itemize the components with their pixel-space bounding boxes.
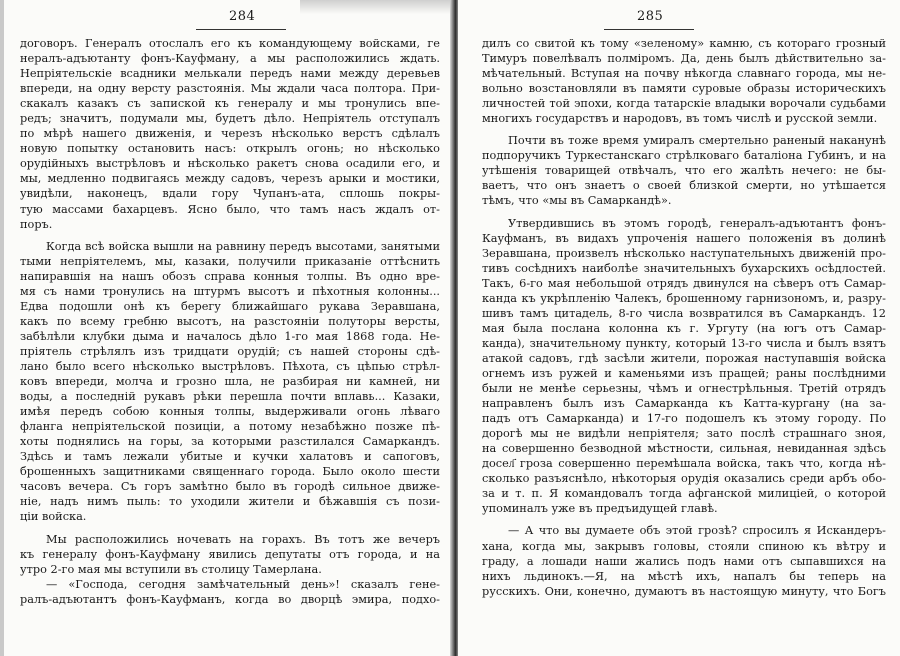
page-number-right: 285	[637, 9, 664, 24]
text-line: направленъ былъ изъ Самарканда къ Катта-кургану (на за-	[482, 397, 886, 411]
text-line: граду, а лошади наши жались подъ нами отъ сыпавшихся на	[482, 554, 886, 568]
text-line: мя съ нами тронулись на штурмъ высотъ и пѣхотныя колонны...	[20, 284, 440, 298]
text-line: русскихъ. Они, конечно, думаютъ въ настоящую минуту, что Богъ	[482, 584, 886, 598]
text-line: новую попытку остановить насъ: открылъ огонь; но нѣсколько	[20, 142, 440, 156]
text-line: имѣя передъ собою конныя толпы, выдерживали огонь лѣваго	[20, 405, 440, 419]
header-rule	[604, 29, 694, 30]
text-line: брошенныхъ защитниками священнаго города. Было около шести	[20, 465, 440, 479]
page-edge	[0, 0, 4, 656]
text-line: Когда всѣ войска вышли на равнину передъ высотами, занятыми	[46, 239, 440, 253]
text-line: досел҃ гроза совершенно перемѣшала войска, такъ что, когда нѣ-	[482, 457, 886, 471]
text-line: по мѣрѣ нашего движенія, и черезъ нѣсколько верстъ сдѣлалъ	[20, 127, 440, 141]
text-line: фланга непріятельской позиціи, а потому незабѣжно позже пѣ-	[20, 420, 440, 434]
text-line: — А что вы думаете объ этой грозѣ? спросилъ я Искандеръ-	[508, 524, 886, 538]
text-line: личностей той эпохи, когда татарскіе владыки ворочали судьбами	[482, 97, 886, 111]
text-line: утро 2-го мая мы вступили въ столицу Тамерлана.	[20, 562, 322, 576]
text-line: тую массами бахарцевъ. Ясно было, что тамъ насъ ждалъ от-	[20, 202, 440, 216]
text-line: вольно возстановляли въ памяти суровые образы историческихъ	[482, 82, 886, 96]
text-line: Едва подошли онѣ къ берегу ближайшаго рукава Зеравшана,	[20, 299, 440, 313]
text-line: Утвердившись въ этомъ городѣ, генералъ-адъютантъ фонъ-	[508, 216, 886, 230]
text-line: увидѣли, наконецъ, вдали гору Чупанъ-ата, сплошь покры-	[20, 187, 440, 201]
text-line: ваетъ, что онъ знаетъ о своей близкой смерти, но утѣшается	[482, 179, 886, 193]
text-line: Непріятельскіе всадники мелькали передъ нами между деревьев	[20, 67, 440, 81]
header-rule	[196, 29, 286, 30]
text-line: были не менѣе серьезны, чѣмъ и огнестрѣльныя. Третій отрядъ	[482, 382, 886, 396]
text-line: лано было всего нѣсколько выстрѣловъ. Пѣхота, съ цѣпью стрѣл-	[20, 359, 440, 373]
text-line: Кауфманъ, въ видахъ упроченія нашего положенія въ долинѣ	[482, 231, 886, 245]
left-page-text	[20, 36, 440, 607]
text-line: дорогѣ мы не видѣли непріятеля; зато послѣ страшнаго зноя,	[482, 427, 886, 441]
text-line: мы, медленно подвигаясь между садовъ, черезъ арыки и мостики,	[20, 172, 440, 186]
text-line: тивъ сосѣднихъ наиболѣе значительныхъ бухарскихъ осѣдлостей.	[482, 261, 886, 275]
text-line: сколько разъяснѣло, нѣкоторыя орудія оказались среди арбъ обо-	[482, 472, 886, 486]
text-line: впереди, на одну версту разстоянія. Мы ждали часа полтора. При-	[20, 82, 440, 96]
page-shadow	[300, 0, 450, 14]
text-line: часовъ вечера. Съ горъ замѣтно было въ городѣ сильное движе-	[20, 480, 440, 494]
text-line: Такъ, 6-го мая небольшой отрядъ двинулся на сѣверъ отъ Самар-	[482, 276, 886, 290]
text-line: падъ отъ Самарканда) и 17-го подошелъ къ этому городу. По	[482, 412, 886, 426]
text-line: ніе, надъ нимъ пыль: то уходили жители и бѣжавшія съ пози-	[20, 495, 440, 509]
text-line: атакой садовъ, гдѣ засѣли жители, порожая наступавшія войска	[482, 351, 886, 365]
page-number-left: 284	[229, 9, 256, 24]
text-line: орудійныхъ выстрѣловъ и нѣсколько ракетъ снова осадили его, и	[20, 157, 440, 171]
text-line: Здѣсь и тамъ лежали убитые и кучки халатовъ и сапоговъ,	[20, 450, 440, 464]
text-line: напиравшія на нашъ обозъ справа конныя толпы. Въ одно вре-	[20, 269, 440, 283]
text-line: за и т. п. Я командовалъ тогда афганской милиціей, о которой	[482, 487, 886, 501]
text-line: нихъ льдинокъ.—Я, на мѣстѣ ихъ, напалъ бы теперь на	[482, 569, 886, 583]
text-line: къ генералу фонъ-Кауфману явились депутаты отъ города, и на	[20, 547, 440, 561]
text-line: упоминалъ уже въ предъидущей главѣ.	[482, 502, 718, 516]
text-line: поръ.	[20, 217, 53, 231]
text-line: договоръ. Генералъ отослалъ его къ командующему войсками, ге	[20, 37, 440, 50]
text-line: шивъ тамъ цитадель, 8-го числа возвратился въ Самаркандъ. 12	[482, 306, 886, 320]
text-line: хоты поднялись на горы, за которыми разстилался Самаркандъ.	[20, 435, 440, 449]
text-line: Зеравшана, произвелъ нѣсколько наступательныхъ движеній про-	[482, 246, 886, 260]
text-line: редъ; значитъ, подумали мы, будетъ дѣло. Непріятель отступалъ	[20, 112, 440, 126]
text-line: утѣшенія товарищей отвѣчалъ, что его жалѣть нечего: не бы-	[482, 164, 886, 178]
text-line: подпоручикъ Туркестанскаго стрѣлковаго баталіона Губинъ, и на	[482, 149, 886, 163]
right-page-text	[482, 36, 886, 599]
text-line: забѣлѣли клубки дыма и началось дѣло 1-го мая 1868 года. Не-	[20, 329, 440, 343]
text-line: дилъ со свитой къ тому «зеленому» камню, съ котораго грозный	[482, 37, 886, 50]
text-line: скакалъ казакъ съ запиской къ генералу и мы тронулись впе-	[20, 97, 440, 111]
text-line: мая была послана колонна къ г. Ургуту (на югъ отъ Самар-	[482, 321, 886, 335]
text-line: Мы расположились ночевать на горахъ. Въ тотъ же вечеръ	[46, 532, 440, 546]
text-line: многихъ государствъ и народовъ, въ томъ числѣ и русской земли.	[482, 112, 878, 126]
text-line: Почти въ тоже время умиралъ смертельно раненый наканунѣ	[508, 134, 886, 148]
text-line: ціи войска.	[20, 510, 87, 524]
text-line: канда), значительному пункту, который 13-го числа и былъ взятъ	[482, 336, 886, 350]
text-line: воды, а последній рукавъ рѣки перешла почти вплавь... Казаки,	[20, 390, 440, 404]
text-line: огнемъ изъ ружей и каменьями изъ пращей; раны послѣдними	[482, 366, 886, 380]
text-line: хана, когда мы, закрывъ головы, стояли спиною къ вѣтру и	[482, 539, 886, 553]
text-line: Тимуръ повелѣвалъ полміромъ. Да, день былъ дѣйствительно за-	[482, 52, 886, 66]
text-line: канда къ укрѣпленію Чалекъ, брошенному гарнизономъ, и, разру-	[482, 291, 886, 305]
text-line: — «Господа, сегодня замѣчательный день»! сказалъ гене-	[46, 577, 440, 591]
text-line: мѣчательный. Вступая на почву нѣкогда славнаго города, мы не-	[482, 67, 886, 81]
text-line: ралъ-адъютантъ фонъ-Кауфманъ, когда во дворцѣ эмира, подхо-	[20, 592, 440, 606]
text-line: тѣмъ, что «мы въ Самаркандѣ».	[482, 194, 672, 208]
text-line: нералъ-адъютанту фонъ-Кауфману, а мы расположились ждать.	[20, 52, 440, 66]
text-line: ковъ впереди, молча и грозно шла, не разбирая ни камней, ни	[20, 375, 440, 389]
text-line: тыми непріятелемъ, мы, казаки, получили приказаніе оттѣснить	[20, 254, 440, 268]
text-line: на совершенно безводной мѣстности, сильная, невиданная здѣсь	[482, 442, 886, 456]
text-line: пріятель стрѣлялъ изъ тридцати орудій; съ нашей стороны сдѣ-	[20, 344, 440, 358]
right-page	[458, 0, 900, 656]
text-line: какъ по всему гребню высотъ, на разстояніи полуторы версты,	[20, 314, 440, 328]
